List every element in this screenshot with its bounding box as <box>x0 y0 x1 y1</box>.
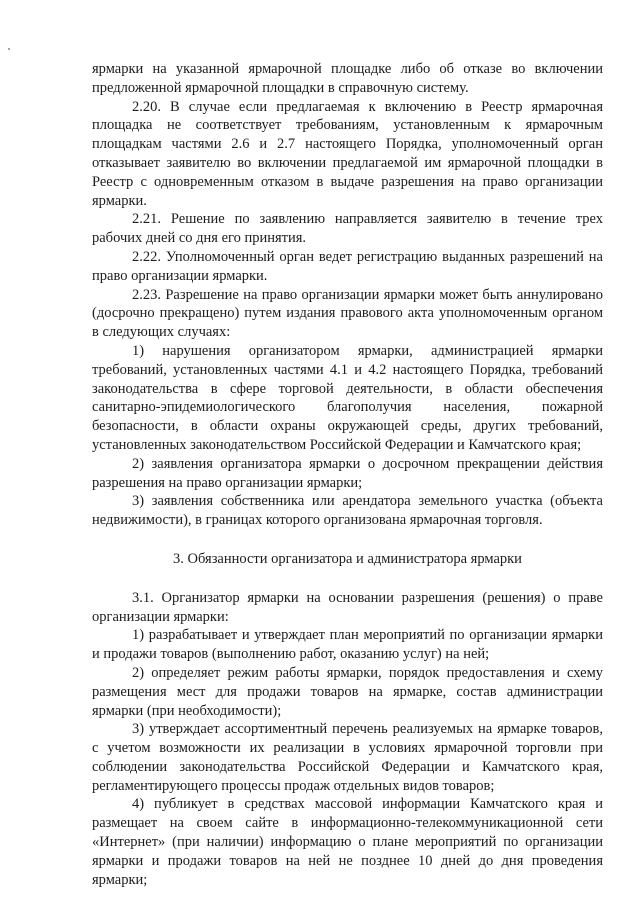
paragraph-2-22: 2.22. Уполномоченный орган ведет регистрацию выданных разрешений на право организации ярмарки. <box>92 248 603 284</box>
paragraph-2-20: 2.20. В случае если предлагаемая к включению в Реестр ярмарочная площадка не соответствует требованиям, установленным к ярмарочным площадкам частями 2.6 и 2.7 настоящего Порядка, уполномоченный орган отказывает заявителю во включении предлагаемой им ярмарочной площадки в Реестр с одновременным отказом в выдаче разрешения на право организации ярмарки. <box>92 98 603 209</box>
list-item-3-1-2: 2) определяет режим работы ярмарки, порядок предоставления и схему размещения мест для продажи товаров на ярмарке, состав администрации ярмарки (при необходимости); <box>92 664 603 719</box>
list-item-3-1-4: 4) публикует в средствах массовой информации Камчатского края и размещает на своем сайте в информационно-телекоммуникационной сети «Интернет» (при наличии) информацию о плане мероприятий по организации ярмарки и продажи товаров на ней не позднее 10 дней до дня проведения ярмарки; <box>92 796 603 888</box>
list-item-2-23-1: 1) нарушения организатором ярмарки, администрацией ярмарки требований, установленных частями 4.1 и 4.2 настоящего Порядка, требований законодательства в сфере торговой деятельности, в области обеспечения санитарно-эпидемиологического благополучия населения, пожарной безопасности, в области охраны окружающей среды, других требований, установленных законодательством Российской Федерации и Камчатского края; <box>92 342 603 453</box>
paragraph-3-1: 3.1. Организатор ярмарки на основании разрешения (решения) о праве организации ярмарки: <box>92 589 603 625</box>
paragraph-2-21: 2.21. Решение по заявлению направляется заявителю в течение трех рабочих дней со дня его принятия. <box>92 211 603 247</box>
list-item-3-1-3: 3) утверждает ассортиментный перечень реализуемых на ярмарке товаров, с учетом возможности их реализации в условиях ярмарочной торговли при соблюдении законодательства Российской Федерации и Камчатского края, регламентирующего процессы продаж отдельных видов товаров; <box>92 721 603 794</box>
list-item-3-1-1: 1) разрабатывает и утверждает план мероприятий по организации ярмарки и продажи товаров (выполнению работ, оказанию услуг) на ней; <box>92 627 603 663</box>
list-item-2-23-3: 3) заявления собственника или арендатора земельного участка (объекта недвижимости), в границах которого организована ярмарочная торговля. <box>92 493 603 529</box>
paragraph-2-23: 2.23. Разрешение на право организации ярмарки может быть аннулировано (досрочно прекращено) путем издания правового акта уполномоченным органом в следующих случаях: <box>92 286 603 341</box>
scan-speck <box>8 48 10 50</box>
paragraph-continuation: ярмарки на указанной ярмарочной площадке либо об отказе во включении предложенной ярмарочной площадки в справочную систему. <box>92 61 603 96</box>
document-body <box>92 60 603 889</box>
section-heading: 3. Обязанности организатора и администратора ярмарки <box>173 550 522 567</box>
list-item-2-23-2: 2) заявления организатора ярмарки о досрочном прекращении действия разрешения на право организации ярмарки; <box>92 455 603 491</box>
